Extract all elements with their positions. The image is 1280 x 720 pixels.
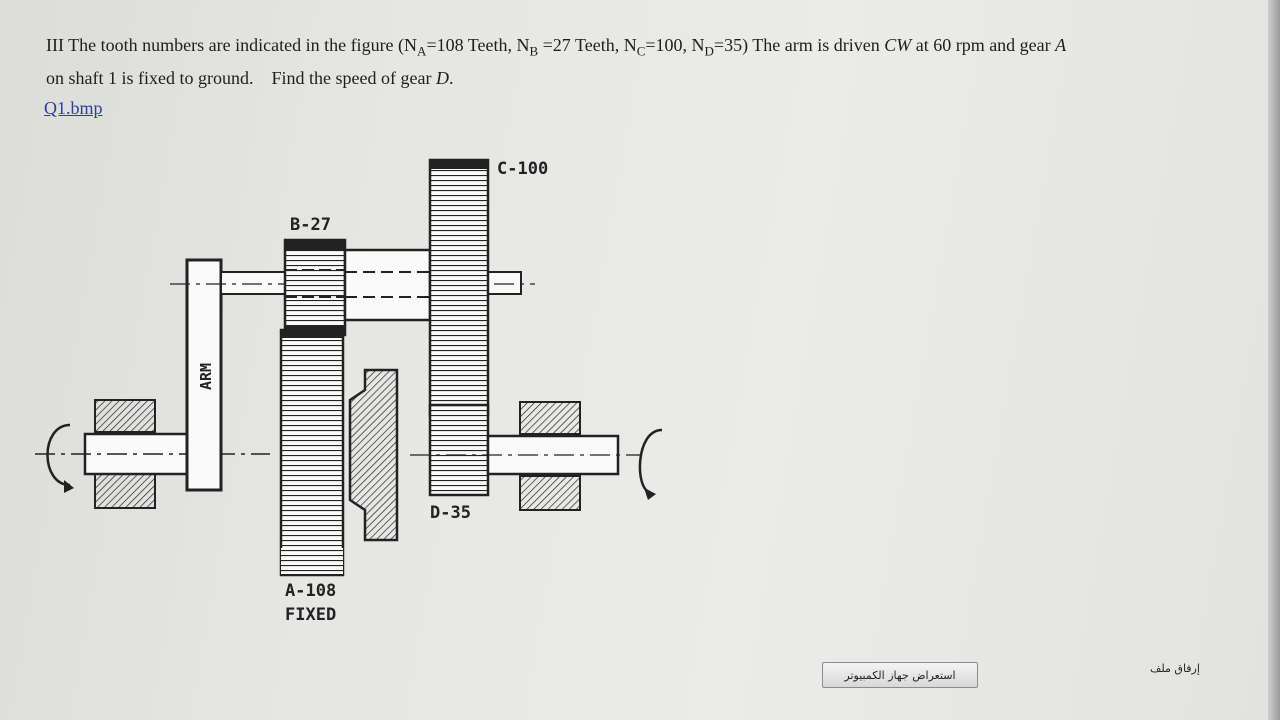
attachment-link[interactable]: Q1.bmp bbox=[44, 98, 103, 118]
bearing-block-right-bottom bbox=[520, 476, 580, 510]
question-text: III The tooth numbers are indicated in the figure ($N_A=108$ Teeth, $N_B =27$ Teeth, $N_C=100$, $N_D=35$) The arm is driven CW at 60 rpm and gear A on shaft 1 is fixed to ground. Find the speed of gear D. bbox=[46, 35, 1067, 88]
bearing-block-left-bottom bbox=[95, 474, 155, 508]
ground-wall-a bbox=[350, 370, 397, 540]
rotation-arrow-right bbox=[640, 430, 662, 492]
hub-bc bbox=[345, 250, 430, 320]
gear-a bbox=[281, 330, 343, 575]
gear-a-fixed-label: FIXED bbox=[285, 605, 337, 625]
gear-c-label: C-100 bbox=[497, 159, 549, 179]
bearing-block-left-top bbox=[95, 400, 155, 432]
gear-d-label: D-35 bbox=[430, 503, 471, 523]
gear-d bbox=[430, 405, 488, 495]
gear-a-label: A-108 bbox=[285, 581, 337, 601]
rotation-arrow-left bbox=[48, 425, 71, 485]
browse-computer-button[interactable]: استعراض جهاز الكمبيوتر bbox=[822, 662, 978, 688]
gear-train-figure bbox=[30, 150, 690, 640]
gear-b bbox=[285, 240, 345, 335]
attach-file-label: إرفاق ملف bbox=[1150, 662, 1200, 675]
screen-edge bbox=[1268, 0, 1280, 720]
arm-label: ARM bbox=[197, 362, 215, 390]
bearing-block-right-top bbox=[520, 402, 580, 434]
gear-c bbox=[430, 160, 488, 415]
gear-b-label: B-27 bbox=[290, 215, 331, 235]
